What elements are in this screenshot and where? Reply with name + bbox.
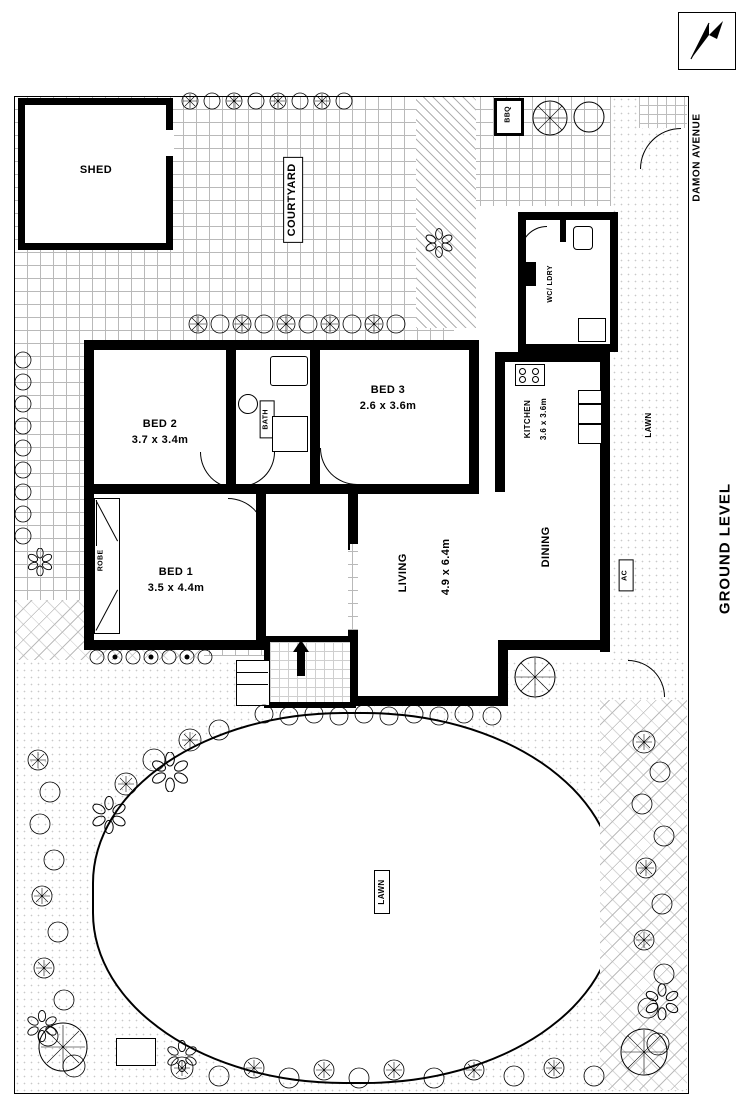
kitchen-bench (578, 390, 602, 404)
kitchen-name: KITCHEN (523, 399, 532, 439)
dining-bottom-right (498, 640, 604, 650)
bathtub-fixture (270, 356, 308, 386)
living-dim: 4.9 x 6.4m (440, 538, 453, 596)
flower-bottom-path (166, 1040, 198, 1072)
entry-porch-floor (270, 642, 350, 702)
entry-arrow (297, 648, 305, 676)
garden-border-shrubs (14, 700, 687, 1092)
cooktop-burner-3 (519, 376, 526, 383)
dining-label: DINING (540, 526, 553, 568)
bed3-dim: 2.6 x 3.6m (359, 400, 417, 412)
kitchen-top-wall (495, 352, 610, 362)
lawn-landing-slab (116, 1038, 156, 1066)
bed2-name: BED 2 (142, 418, 178, 430)
wc-ldry-label: WC/ LDRY (547, 265, 555, 303)
tree-bottom-right (618, 1026, 670, 1078)
shed-door-gap (160, 130, 174, 156)
flower-garden-left (26, 548, 54, 576)
kitchen-sink-fixture (578, 404, 602, 424)
courtyard-label: COURTYARD (283, 157, 303, 243)
tree-bbq-terrace (530, 98, 570, 138)
cooktop-burner-2 (532, 368, 539, 375)
kitchen-appliance (578, 424, 602, 444)
wc-toilet-fixture (573, 226, 593, 250)
flower-right-border (644, 984, 680, 1020)
bed3-name: BED 3 (370, 384, 406, 396)
kitchen-dim: 3.6 x 3.6m (539, 397, 548, 441)
flower-bottom-left-bed (26, 1010, 58, 1042)
living-interior (358, 494, 498, 696)
lawn-main-label: LAWN (374, 870, 390, 914)
tree-street-entry (572, 100, 606, 134)
shrub-row-bed1-bottom (88, 648, 224, 666)
basin-fixture (238, 394, 258, 414)
wc-divider (526, 262, 536, 286)
flower-garden-path (150, 752, 190, 792)
cooktop-fixture (515, 364, 545, 386)
bath-right-wall (310, 340, 320, 490)
shrub-row-courtyard-top (178, 90, 362, 112)
shrub-row-top (186, 312, 418, 336)
bed1-name: BED 1 (158, 566, 194, 578)
bed2-bottom-wall (84, 484, 236, 494)
robe-label: ROBE (97, 549, 105, 572)
cooktop-burner-1 (519, 368, 526, 375)
living-name: LIVING (397, 553, 410, 593)
bed1-dim: 3.5 x 4.4m (147, 582, 205, 594)
laundry-tub-fixture (578, 318, 606, 342)
entry-step-line-1 (236, 672, 268, 673)
house-wall-top-bedrooms (84, 340, 479, 350)
tree-dining-terrace (512, 654, 558, 700)
hall-interior (266, 494, 348, 636)
ac-label: AC (619, 559, 634, 591)
kitchen-left-wall (495, 352, 505, 492)
robe-outline (94, 498, 120, 634)
page-title: GROUND LEVEL (716, 482, 734, 615)
bath-label: BATH (260, 400, 275, 438)
entry-step-line-2 (236, 684, 268, 685)
entry-arrow-head (293, 640, 309, 652)
cooktop-burner-4 (532, 376, 539, 383)
wc-divider-2 (560, 220, 566, 242)
shed-label: SHED (79, 164, 113, 176)
flower-lower-left (90, 796, 128, 834)
flower-courtyard (424, 228, 454, 258)
shower-fixture (272, 416, 308, 452)
living-left-upper (348, 494, 358, 544)
bed3-right-wall (469, 340, 479, 490)
shrub-column-left (12, 348, 34, 548)
bed2-dim: 3.7 x 3.4m (131, 434, 189, 446)
street-label: DAMON AVENUE (691, 113, 703, 202)
north-compass (678, 12, 736, 70)
bbq-label: BBQ (504, 106, 512, 123)
lawn-right-label: LAWN (644, 412, 653, 438)
